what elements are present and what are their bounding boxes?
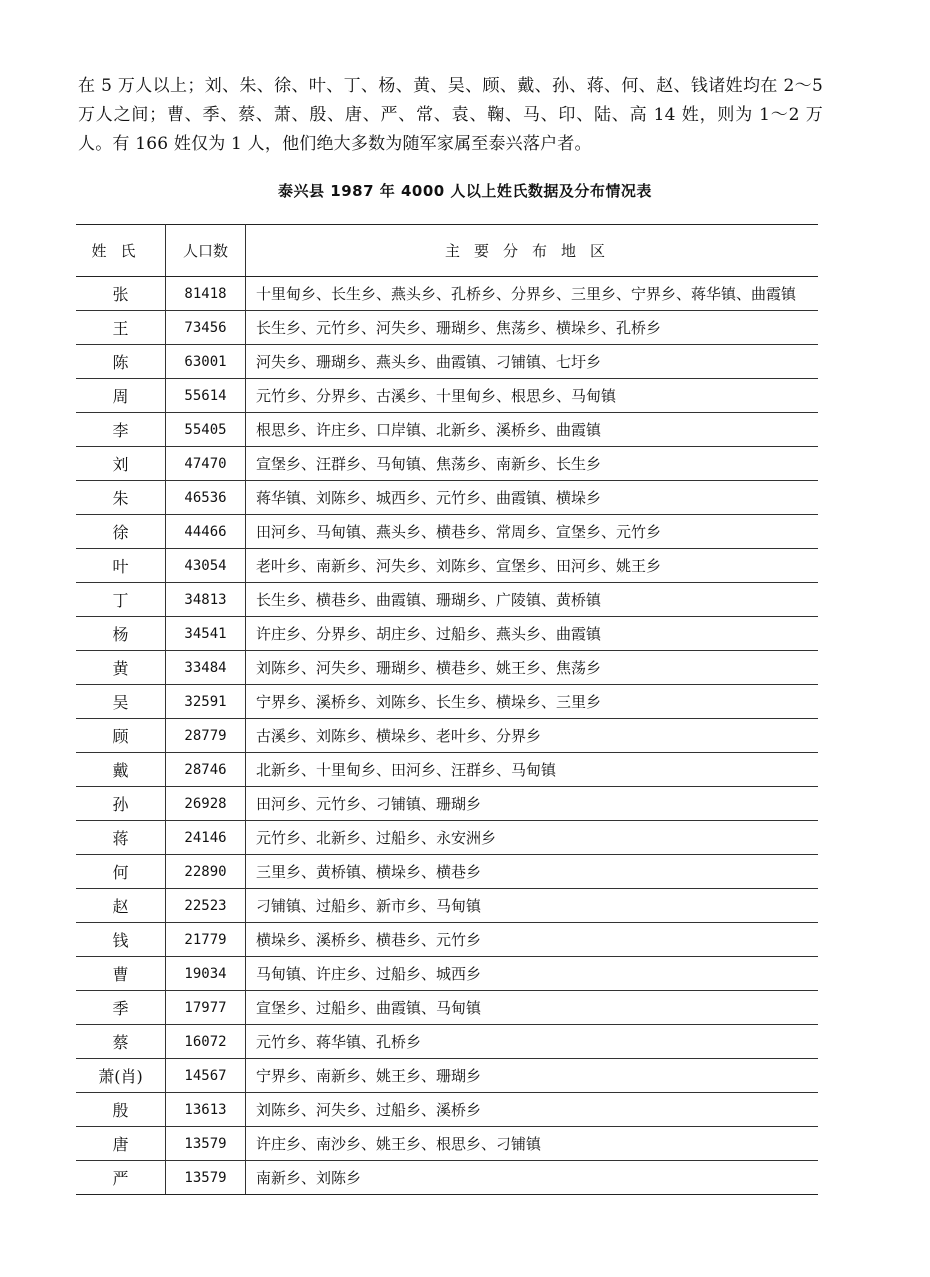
cell-population: 14567 bbox=[166, 1059, 246, 1093]
cell-population: 43054 bbox=[166, 549, 246, 583]
table-row bbox=[76, 991, 818, 1025]
cell-population: 55405 bbox=[166, 413, 246, 447]
cell-surname: 张 bbox=[76, 277, 166, 311]
cell-areas: 元竹乡、分界乡、古溪乡、十里甸乡、根思乡、马甸镇 bbox=[246, 379, 819, 413]
table-row bbox=[76, 1127, 818, 1161]
cell-population: 81418 bbox=[166, 277, 246, 311]
cell-surname: 钱 bbox=[76, 923, 166, 957]
cell-areas: 长生乡、横巷乡、曲霞镇、珊瑚乡、广陵镇、黄桥镇 bbox=[246, 583, 819, 617]
cell-surname: 赵 bbox=[76, 889, 166, 923]
cell-surname: 黄 bbox=[76, 651, 166, 685]
cell-surname: 萧(肖) bbox=[76, 1059, 166, 1093]
cell-areas: 刘陈乡、河失乡、珊瑚乡、横巷乡、姚王乡、焦荡乡 bbox=[246, 651, 819, 685]
cell-surname: 周 bbox=[76, 379, 166, 413]
table-row bbox=[76, 1161, 818, 1195]
cell-surname: 陈 bbox=[76, 345, 166, 379]
cell-areas: 许庄乡、分界乡、胡庄乡、过船乡、燕头乡、曲霞镇 bbox=[246, 617, 819, 651]
cell-areas: 元竹乡、蒋华镇、孔桥乡 bbox=[246, 1025, 819, 1059]
cell-population: 21779 bbox=[166, 923, 246, 957]
table-row bbox=[76, 685, 818, 719]
cell-population: 26928 bbox=[166, 787, 246, 821]
cell-population: 34541 bbox=[166, 617, 246, 651]
header-population: 人口数 bbox=[166, 225, 246, 277]
cell-areas: 北新乡、十里甸乡、田河乡、汪群乡、马甸镇 bbox=[246, 753, 819, 787]
cell-population: 47470 bbox=[166, 447, 246, 481]
cell-population: 63001 bbox=[166, 345, 246, 379]
cell-population: 13579 bbox=[166, 1127, 246, 1161]
table-row bbox=[76, 753, 818, 787]
cell-surname: 刘 bbox=[76, 447, 166, 481]
table-row bbox=[76, 821, 818, 855]
cell-surname: 何 bbox=[76, 855, 166, 889]
table-body bbox=[76, 277, 818, 1195]
cell-areas: 蒋华镇、刘陈乡、城西乡、元竹乡、曲霞镇、横垛乡 bbox=[246, 481, 819, 515]
cell-areas: 田河乡、元竹乡、刁铺镇、珊瑚乡 bbox=[246, 787, 819, 821]
cell-areas: 马甸镇、许庄乡、过船乡、城西乡 bbox=[246, 957, 819, 991]
cell-population: 32591 bbox=[166, 685, 246, 719]
intro-paragraph: 在 5 万人以上；刘、朱、徐、叶、丁、杨、黄、吴、顾、戴、孙、蒋、何、赵、钱诸姓均在 2～5 万人之间；曹、季、蔡、萧、殷、唐、严、常、袁、鞠、马、印、陆、高 14 姓，则为 1～2 万人。有 166 姓仅为 1 人，他们绝大多数为随军家属至泰兴落户者。 bbox=[78, 76, 823, 154]
table-row bbox=[76, 1025, 818, 1059]
table-row bbox=[76, 651, 818, 685]
cell-areas: 三里乡、黄桥镇、横垛乡、横巷乡 bbox=[246, 855, 819, 889]
cell-areas: 宣堡乡、汪群乡、马甸镇、焦荡乡、南新乡、长生乡 bbox=[246, 447, 819, 481]
intro-paragraph-block bbox=[78, 72, 823, 159]
cell-population: 73456 bbox=[166, 311, 246, 345]
table-row bbox=[76, 787, 818, 821]
table-row bbox=[76, 379, 818, 413]
table-row bbox=[76, 583, 818, 617]
cell-surname: 蔡 bbox=[76, 1025, 166, 1059]
table-header bbox=[76, 225, 818, 277]
cell-surname: 徐 bbox=[76, 515, 166, 549]
cell-areas: 十里甸乡、长生乡、燕头乡、孔桥乡、分界乡、三里乡、宁界乡、蒋华镇、曲霞镇 bbox=[246, 277, 819, 311]
cell-population: 19034 bbox=[166, 957, 246, 991]
cell-surname: 严 bbox=[76, 1161, 166, 1195]
cell-population: 17977 bbox=[166, 991, 246, 1025]
table-row bbox=[76, 277, 818, 311]
cell-surname: 孙 bbox=[76, 787, 166, 821]
cell-areas: 刁铺镇、过船乡、新市乡、马甸镇 bbox=[246, 889, 819, 923]
cell-areas: 元竹乡、北新乡、过船乡、永安洲乡 bbox=[246, 821, 819, 855]
cell-surname: 丁 bbox=[76, 583, 166, 617]
cell-areas: 刘陈乡、河失乡、过船乡、溪桥乡 bbox=[246, 1093, 819, 1127]
header-row bbox=[76, 225, 818, 277]
cell-areas: 南新乡、刘陈乡 bbox=[246, 1161, 819, 1195]
cell-areas: 长生乡、元竹乡、河失乡、珊瑚乡、焦荡乡、横垛乡、孔桥乡 bbox=[246, 311, 819, 345]
table-row bbox=[76, 923, 818, 957]
cell-areas: 田河乡、马甸镇、燕头乡、横巷乡、常周乡、宣堡乡、元竹乡 bbox=[246, 515, 819, 549]
cell-areas: 宁界乡、溪桥乡、刘陈乡、长生乡、横垛乡、三里乡 bbox=[246, 685, 819, 719]
table-row bbox=[76, 855, 818, 889]
table-row bbox=[76, 957, 818, 991]
cell-surname: 戴 bbox=[76, 753, 166, 787]
table-row bbox=[76, 1093, 818, 1127]
table-row bbox=[76, 889, 818, 923]
cell-surname: 朱 bbox=[76, 481, 166, 515]
cell-surname: 曹 bbox=[76, 957, 166, 991]
cell-population: 13613 bbox=[166, 1093, 246, 1127]
cell-population: 24146 bbox=[166, 821, 246, 855]
cell-surname: 顾 bbox=[76, 719, 166, 753]
cell-areas: 横垛乡、溪桥乡、横巷乡、元竹乡 bbox=[246, 923, 819, 957]
cell-areas: 根思乡、许庄乡、口岸镇、北新乡、溪桥乡、曲霞镇 bbox=[246, 413, 819, 447]
table-row bbox=[76, 311, 818, 345]
cell-population: 28746 bbox=[166, 753, 246, 787]
cell-surname: 季 bbox=[76, 991, 166, 1025]
cell-surname: 杨 bbox=[76, 617, 166, 651]
header-areas: 主要分布地区 bbox=[246, 225, 819, 277]
table-row bbox=[76, 719, 818, 753]
cell-population: 22523 bbox=[166, 889, 246, 923]
table-row bbox=[76, 413, 818, 447]
table-title: 泰兴县 1987 年 4000 人以上姓氏数据及分布情况表 bbox=[278, 182, 652, 200]
cell-population: 16072 bbox=[166, 1025, 246, 1059]
cell-areas: 老叶乡、南新乡、河失乡、刘陈乡、宣堡乡、田河乡、姚王乡 bbox=[246, 549, 819, 583]
cell-areas: 河失乡、珊瑚乡、燕头乡、曲霞镇、刁铺镇、七圩乡 bbox=[246, 345, 819, 379]
table-row bbox=[76, 1059, 818, 1093]
cell-areas: 古溪乡、刘陈乡、横垛乡、老叶乡、分界乡 bbox=[246, 719, 819, 753]
cell-population: 33484 bbox=[166, 651, 246, 685]
cell-population: 22890 bbox=[166, 855, 246, 889]
table-row bbox=[76, 549, 818, 583]
cell-population: 28779 bbox=[166, 719, 246, 753]
cell-areas: 宁界乡、南新乡、姚王乡、珊瑚乡 bbox=[246, 1059, 819, 1093]
cell-surname: 殷 bbox=[76, 1093, 166, 1127]
cell-areas: 许庄乡、南沙乡、姚王乡、根思乡、刁铺镇 bbox=[246, 1127, 819, 1161]
cell-surname: 唐 bbox=[76, 1127, 166, 1161]
table-row bbox=[76, 447, 818, 481]
cell-surname: 王 bbox=[76, 311, 166, 345]
cell-population: 55614 bbox=[166, 379, 246, 413]
table-row bbox=[76, 617, 818, 651]
table-row bbox=[76, 481, 818, 515]
cell-surname: 叶 bbox=[76, 549, 166, 583]
cell-population: 46536 bbox=[166, 481, 246, 515]
cell-population: 44466 bbox=[166, 515, 246, 549]
cell-population: 34813 bbox=[166, 583, 246, 617]
cell-areas: 宣堡乡、过船乡、曲霞镇、马甸镇 bbox=[246, 991, 819, 1025]
header-surname: 姓氏 bbox=[76, 225, 166, 277]
cell-surname: 李 bbox=[76, 413, 166, 447]
table-row bbox=[76, 515, 818, 549]
table-row bbox=[76, 345, 818, 379]
cell-surname: 吴 bbox=[76, 685, 166, 719]
cell-population: 13579 bbox=[166, 1161, 246, 1195]
cell-surname: 蒋 bbox=[76, 821, 166, 855]
surname-distribution-table bbox=[76, 224, 818, 1195]
